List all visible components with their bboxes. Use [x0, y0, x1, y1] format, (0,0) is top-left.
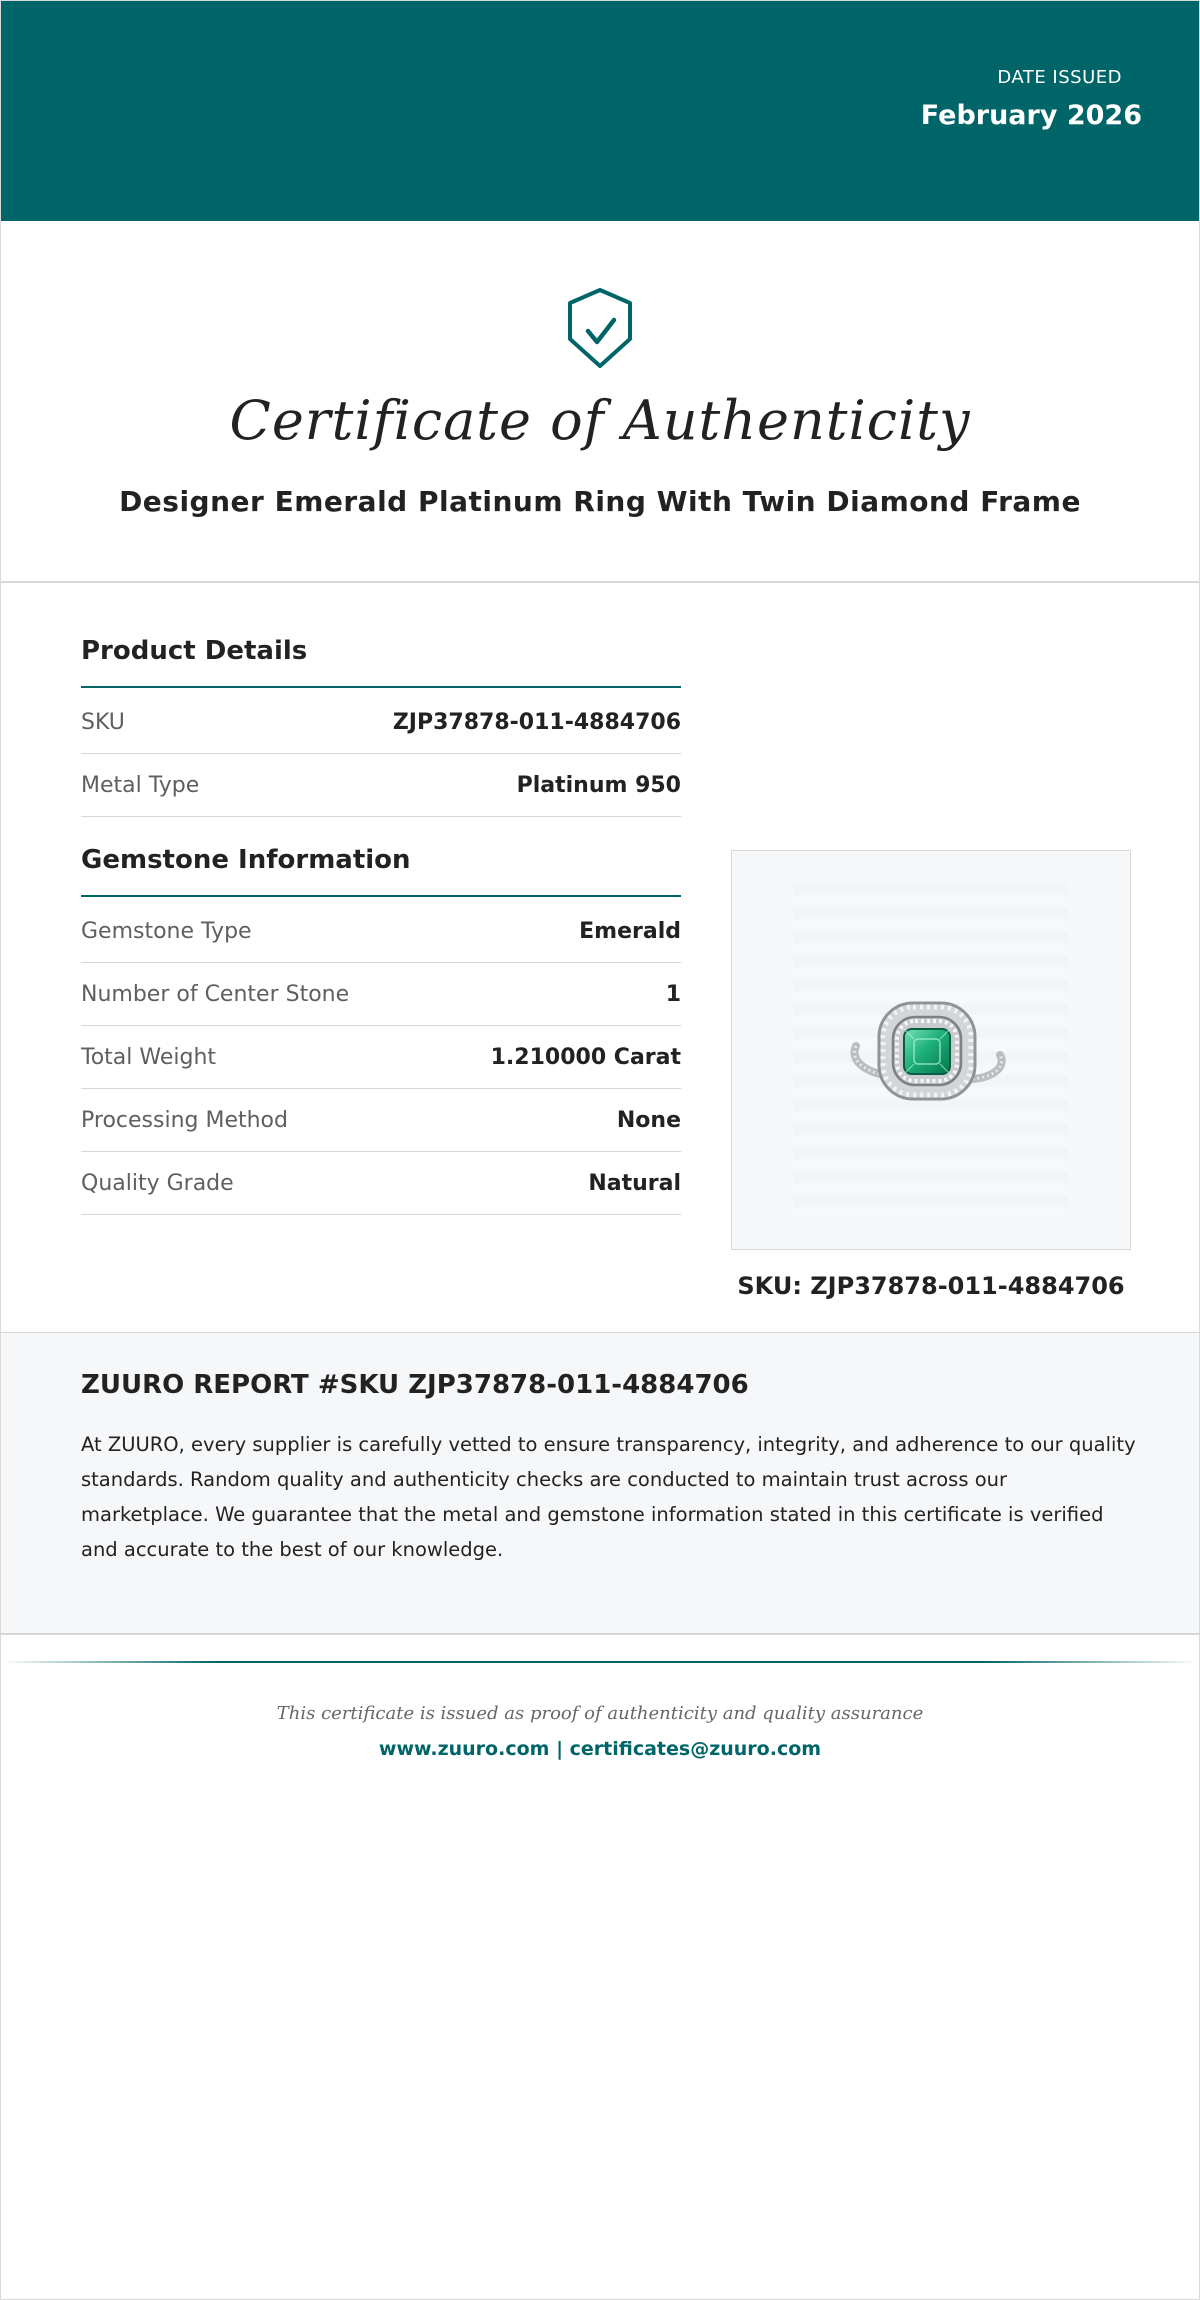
footer-contact	[1, 1738, 1199, 1760]
detail-row-metal-type	[81, 754, 681, 817]
detail-value: Platinum 950	[516, 772, 681, 798]
detail-row-quality-grade	[81, 1152, 681, 1215]
detail-label: Processing Method	[81, 1107, 288, 1133]
detail-value: Natural	[588, 1170, 681, 1196]
emerald-ring-image	[842, 991, 1012, 1121]
detail-row-gemstone-type	[81, 900, 681, 963]
report-text: At ZUURO, every supplier is carefully vetted to ensure transparency, integrity, and adherence to our quality standards. Random quality and authenticity checks are conducted to maintain trust across our marketplace. We guarantee that the metal and gemstone information stated in this certificate is verified and accurate to the best of our knowledge.	[81, 1433, 1136, 1561]
product-name: Designer Emerald Platinum Ring With Twin Diamond Frame	[119, 485, 1081, 518]
image-sku-caption: SKU: ZJP37878-011-4884706	[737, 1272, 1125, 1300]
detail-value: 1	[665, 981, 681, 1007]
detail-value: None	[616, 1107, 681, 1133]
detail-row-sku	[81, 691, 681, 754]
contact-separator: |	[556, 1738, 564, 1760]
gemstone-information-heading: Gemstone Information	[81, 835, 681, 897]
email-link[interactable]: certificates@zuuro.com	[569, 1738, 822, 1760]
detail-label: Number of Center Stone	[81, 981, 350, 1007]
product-image-frame	[731, 850, 1131, 1250]
certificate-header	[1, 1, 1199, 221]
detail-label: Metal Type	[81, 772, 200, 798]
detail-row-center-stone-count	[81, 963, 681, 1026]
date-issued-label: DATE ISSUED	[997, 67, 1122, 88]
product-details-list	[81, 691, 681, 817]
detail-label: SKU	[81, 709, 125, 735]
detail-label: Gemstone Type	[81, 918, 252, 944]
report-title: ZUURO REPORT #SKU ZJP37878-011-4884706	[81, 1370, 749, 1400]
date-issued-block	[921, 67, 1142, 131]
gemstone-information-list	[81, 900, 681, 1215]
title-section	[1, 221, 1199, 583]
certificate-title: Certificate of Authenticity	[229, 389, 971, 452]
detail-value: ZJP37878-011-4884706	[392, 709, 681, 735]
report-section	[1, 1332, 1199, 1635]
footer-note: This certificate is issued as proof of authenticity and quality assurance	[276, 1703, 924, 1724]
details-column	[81, 626, 681, 1215]
date-issued-value: February 2026	[920, 100, 1142, 131]
product-details-heading: Product Details	[81, 626, 681, 688]
detail-label: Quality Grade	[81, 1170, 234, 1196]
detail-value: Emerald	[579, 918, 681, 944]
detail-value: 1.210000 Carat	[490, 1044, 681, 1070]
detail-row-total-weight	[81, 1026, 681, 1089]
footer-divider	[1, 1661, 1199, 1663]
detail-label: Total Weight	[81, 1044, 217, 1070]
detail-row-processing-method	[81, 1089, 681, 1152]
website-link[interactable]: www.zuuro.com	[378, 1738, 550, 1760]
shield-check-icon	[566, 287, 634, 369]
